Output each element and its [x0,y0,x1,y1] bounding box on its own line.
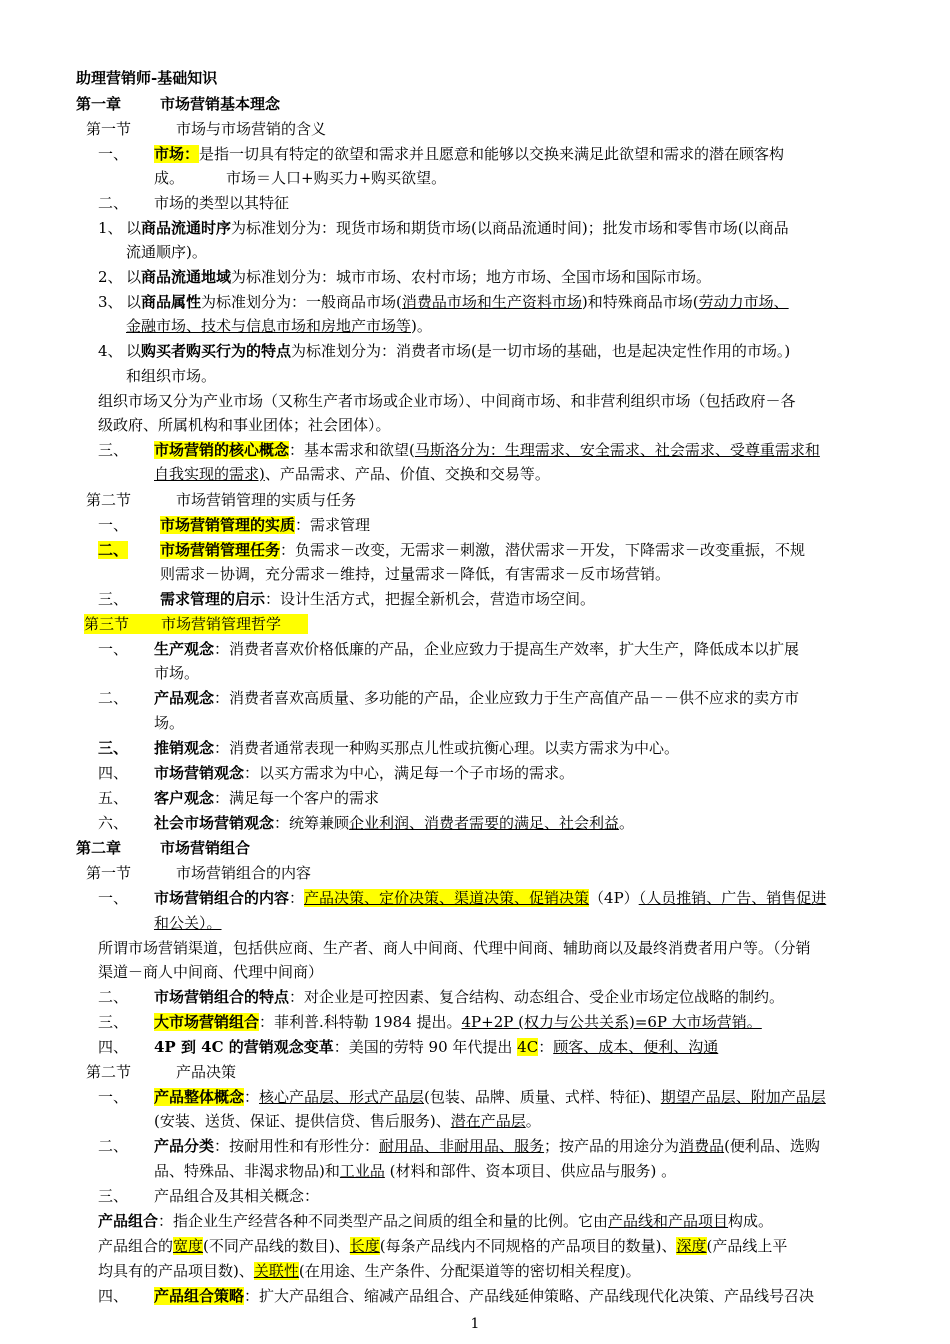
key-term: 产品组合策略 [154,1287,245,1305]
item-number: 三、 [98,1187,129,1205]
text-run: (材料和部件、资本项目、供应品与服务) 。 [384,1162,677,1180]
text-run: 为标准划分为：现货市场和期货市场(以商品流通时间)；批发市场和零售市场(以商品 [231,219,789,237]
key-term: 产品观念 [154,689,215,707]
key-term: 市场营销组合的特点 [154,988,290,1006]
highlighted-underlined-text: 长度 [349,1237,380,1255]
paragraph-line [154,1037,718,1057]
text-run: ：指企业生产经营各种不同类型产品之间质的组全和量的比例。它由 [158,1212,609,1230]
key-term: 产品组合 [98,1212,159,1230]
text-run: 为标准划分为：消费者市场(是一切市场的基础，也是起决定性作用的市场。) [291,342,791,360]
underlined-text: 企业利润、消费者需要的满足、社会利益 [349,814,620,832]
text-run: 是指一切具有特定的欲望和需求并且愿意和能够以交换来满足此欲望和需求的潜在顾客构 [199,145,785,163]
item-number: 五、 [98,789,129,807]
item-number: 一、 [98,889,129,907]
paragraph-line [154,1136,820,1156]
item-number: 二、 [98,194,129,212]
item-number: 二、 [98,689,129,707]
text-run: 以 [126,293,142,311]
item-number: 2、 [98,268,123,286]
key-term: 产品整体概念 [154,1088,245,1106]
underlined-text: 马斯洛分为：生理需求、安全需求、社会需求、受尊重需求和 [414,441,820,459]
paragraph-line: 组织市场又分为产业市场（又称生产者市场或企业市场）、中间商市场、和非营利组织市场（包括政府－各 [98,392,796,410]
text-run: 、产品需求、产品、价值、交换和交易等。 [264,465,550,483]
paragraph-line [126,292,789,312]
underlined-text: 期望产品层、附加产品层 [660,1088,826,1106]
paragraph-line: 流通顺序)。 [126,243,207,261]
paragraph-line [154,144,784,164]
paragraph-line: 场。 [154,714,185,732]
key-term: 大市场营销组合 [154,1013,260,1031]
highlighted-underlined-text: 关联性 [253,1262,299,1280]
paragraph-line [154,788,379,808]
text-run: 二、 [98,541,129,559]
text-run: 品、特殊品、非渴求物品)和 [154,1162,340,1180]
item-number: 三、 [98,739,129,757]
text-run: (在用途、生产条件、分配渠道等的密切相关程度)。 [298,1262,641,1280]
key-term: 需求管理的启示 [160,590,266,608]
key-term: 购买者购买行为的特点 [141,342,292,360]
paragraph-line [154,1111,541,1131]
item-number: 六、 [98,814,129,832]
key-term: 市场营销组合的内容 [154,889,290,907]
text-run: ：消费者通常表现一种购买那点儿性或抗衡心理。以卖方需求为中心。 [214,739,680,757]
text-run: ：菲利普.科特勒 1984 提出。 [259,1013,462,1031]
text-run: (安装、送货、保证、提供信贷、售后服务)、 [154,1112,451,1130]
paragraph-line: 级政府、所属机构和事业团体；社会团体）。 [98,416,391,434]
page-number: 1 [470,1316,480,1332]
text-run: ：基本需求和欲望( [289,441,415,459]
paragraph-line [154,987,784,1007]
paragraph-line [160,540,805,560]
highlighted-underlined-text: 深度 [676,1237,707,1255]
section-4-label: 第一节 [86,864,132,882]
text-run: ：消费者喜欢价格低廉的产品，企业应致力于提高生产效率，扩大生产，降低成本以扩展 [214,640,800,658]
text-run: ： [538,1038,554,1056]
item-number: 一、 [98,516,129,534]
paragraph-line [154,888,826,908]
paragraph-line [154,639,799,659]
text-run: (每条产品线内不同规格的产品项目的数量)、 [379,1237,677,1255]
item-number: 1、 [98,219,123,237]
text-run: ：负需求－改变，无需求－刺激，潜伏需求－开发，下降需求－改变重振，不规 [280,541,806,559]
chapter-2-title: 市场营销组合 [160,839,251,857]
text-run: 为标准划分为：一般商品市场( [201,293,402,311]
key-term: 市场： [154,145,200,163]
paragraph-line [154,688,799,708]
underlined-text: 核心产品层、形式产品层 [259,1088,425,1106]
section-2-label: 第二节 [86,491,132,509]
paragraph-line [154,464,550,484]
paragraph-line [154,1161,676,1181]
underlined-text: 自我实现的需求) [154,465,265,483]
paragraph-line: 渠道－商人中间商、代理中间商） [98,963,324,981]
key-term: 社会市场营销观念 [154,814,275,832]
key-term: 客户观念 [154,789,215,807]
section-4-title: 市场营销组合的内容 [176,864,312,882]
item-number: 二、 [98,1137,129,1155]
item-number: 3、 [98,293,123,311]
paragraph-line [154,813,634,833]
underlined-text: 工业品 [339,1162,385,1180]
paragraph-line [126,316,432,336]
section-2-title: 市场营销管理的实质与任务 [176,491,357,509]
section-3-heading [84,614,308,634]
subheading: 市场的类型以其特征 [154,194,290,212]
key-term: 市场营销管理的实质 [160,516,296,534]
underlined-text: 金融市场、技术与信息市场和房地产市场等 [126,317,412,335]
section-1-label: 第一节 [86,120,132,138]
text-run: ：设计生活方式，把握全新机会，营造市场空间。 [265,590,596,608]
item-number: 一、 [98,640,129,658]
paragraph-line [154,440,820,460]
underlined-text: 顾客、成本、便利、沟通 [553,1038,719,1056]
paragraph-line [154,763,574,783]
paragraph-line [126,341,790,361]
key-term: 市场营销观念 [154,764,245,782]
key-term: 商品流通地域 [141,268,232,286]
underlined-text: 4P+2P (权力与公共关系)=6P 大市场营销。 [461,1013,762,1031]
item-number: 二、 [98,988,129,1006]
item-number: 一、 [98,145,129,163]
paragraph-line [126,218,789,238]
item-number: 三、 [98,590,129,608]
text-run: ：消费者喜欢高质量、多功能的产品，企业应致力于生产高值产品－－供不应求的卖方市 [214,689,800,707]
paragraph-line: 和组织市场。 [126,367,217,385]
text-run: ：按耐用性和有形性分： [214,1137,380,1155]
paragraph-line: 则需求－协调，充分需求－维持，过量需求－降低，有害需求－反市场营销。 [160,565,671,583]
text-run: ：以买方需求为中心，满足每一个子市场的需求。 [244,764,575,782]
item-number: 四、 [98,764,129,782]
section-3-title: 市场营销管理哲学 [161,615,282,633]
text-run: ：统筹兼顾 [274,814,350,832]
underlined-text: 劳动力市场、 [698,293,789,311]
text-run: (包装、品牌、质量、式样、特征)、 [424,1088,661,1106]
paragraph-line: 市场。 [154,664,200,682]
item-number: 四、 [98,1038,129,1056]
text-run: ： [289,889,305,907]
underlined-text: 产品线和产品项目 [608,1212,729,1230]
text-run: ：美国的劳特 90 年代提出 [333,1038,518,1056]
text-run: (产品线上平 [706,1237,788,1255]
paragraph-line [126,267,711,287]
paragraph-line [98,1236,787,1256]
key-term: 4P 到 4C 的营销观念变革 [154,1038,334,1056]
section-1-title: 市场与市场营销的含义 [176,120,327,138]
highlighted-text: 4C [517,1038,539,1056]
paragraph-line [154,168,446,188]
text-run: (不同产品线的数目)、 [203,1237,350,1255]
text-run: 构成。 [728,1212,774,1230]
key-term: 商品流通时序 [141,219,232,237]
text-run: ：对企业是可控因素、复合结构、动态组合、受企业市场定位战略的制约。 [289,988,785,1006]
paragraph-line [160,589,595,609]
text-run: 以 [126,219,142,237]
chapter-2-label: 第二章 [76,839,122,857]
text-run: (便利品、选购 [724,1137,820,1155]
text-run: 以 [126,268,142,286]
underlined-text: （人员推销、广告、销售促进 [638,889,827,907]
section-5-label: 第二节 [86,1063,132,1081]
underlined-text: 耐用品、非耐用品、服务 [379,1137,545,1155]
text-run: 。 [619,814,635,832]
subheading: 产品组合及其相关概念： [154,1187,320,1205]
text-run: ：扩大产品组合、缩减产品组合、产品线延伸策略、产品线现代化决策、产品线号召决 [244,1287,815,1305]
item-number: 4、 [98,342,123,360]
text-run: （4P） [589,889,639,907]
paragraph-line [98,1211,773,1231]
paragraph-line: 所谓市场营销渠道，包括供应商、生产者、商人中间商、代理中间商、辅助商以及最终消费者用户等。（分销 [98,939,811,957]
key-term: 市场营销管理任务 [160,541,281,559]
key-term: 生产观念 [154,640,215,658]
paragraph-line [154,1012,762,1032]
text-run: ：需求管理 [295,516,371,534]
chapter-1-label: 第一章 [76,95,122,113]
text-run: 成。 [154,169,185,187]
underlined-text: 潜在产品层 [450,1112,526,1130]
section-5-title: 产品决策 [176,1063,237,1081]
text-run: 为标准划分为：城市市场、农村市场；地方市场、全国市场和国际市场。 [231,268,712,286]
item-number: 三、 [98,441,129,459]
paragraph-line [154,1087,826,1107]
paragraph-line [154,738,679,758]
paragraph-line [98,1261,641,1281]
text-run: 以 [126,342,142,360]
key-term: 商品属性 [141,293,202,311]
section-3-label: 第三节 [84,615,130,633]
text-run: )和特殊商品市场( [581,293,699,311]
item-number: 四、 [98,1287,129,1305]
text-run: 均具有的产品项目数)、 [98,1262,254,1280]
highlighted-underlined-text: 产品决策、定价决策、渠道决策、促销决策 [304,889,590,907]
underlined-text: 消费品 [679,1137,725,1155]
text-run: 产品组合的 [98,1237,174,1255]
text-run: ；按产品的用途分为 [544,1137,680,1155]
item-number [98,540,128,560]
document-title: 助理营销师-基础知识 [76,69,218,87]
text-run: )。 [411,317,432,335]
key-term: 产品分类 [154,1137,215,1155]
highlighted-underlined-text: 宽度 [173,1237,204,1255]
text-run: ：满足每一个客户的需求 [214,789,380,807]
text-run: ： [244,1088,260,1106]
key-term: 市场营销的核心概念 [154,441,290,459]
chapter-1-title: 市场营销基本理念 [160,95,281,113]
paragraph-line [154,1286,814,1306]
paragraph-line: 和公关）。 [154,914,222,932]
item-number: 三、 [98,1013,129,1031]
item-number: 一、 [98,1088,129,1106]
key-term: 推销观念 [154,739,215,757]
text-run: 。 [525,1112,541,1130]
underlined-text: 消费品市场和生产资料市场 [401,293,582,311]
paragraph-line [160,515,370,535]
text-run: 市场＝人口+购买力+购买欲望。 [226,169,447,187]
